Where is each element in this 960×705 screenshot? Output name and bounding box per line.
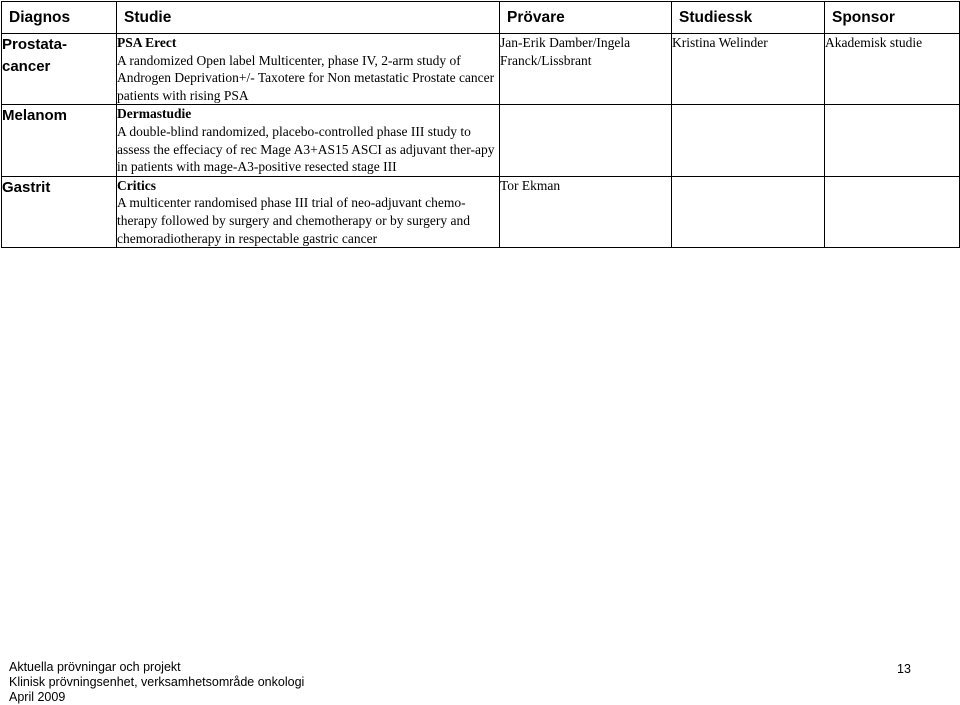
diagnos-label: Gastrit (2, 178, 51, 196)
diagnos-label: Prostata- cancer (2, 36, 68, 75)
table-row (2, 105, 960, 176)
footer-line-department: Klinisk prövningsenhet, verksamhetsområde onkologi (9, 675, 305, 689)
table-row (2, 34, 960, 105)
footer-line-date: April 2009 (9, 690, 66, 704)
study-title: Critics (117, 177, 156, 193)
study-title: Dermastudie (117, 106, 192, 122)
study-cell (117, 176, 500, 247)
page-footer (9, 660, 304, 705)
provare-cell (500, 105, 672, 176)
study-title: PSA Erect (117, 35, 177, 50)
table-header-row (2, 2, 960, 34)
sponsor-cell (825, 176, 960, 247)
header-studiessk: Studiessk (672, 2, 825, 34)
header-studie: Studie (117, 2, 500, 34)
sponsor-cell (825, 105, 960, 176)
provare-cell: Jan-Erik Damber/Ingela Franck/Lissbrant (500, 34, 672, 105)
study-cell (117, 34, 500, 105)
diagnos-cell (2, 34, 117, 105)
studiessk-cell: Kristina Welinder (672, 34, 825, 105)
study-description: A randomized Open label Multicenter, phase IV, 2-arm study of Androgen Deprivation+/- Taxotere for Non metastatic Prostate cancer patients with rising PSA (117, 52, 495, 103)
study-cell (117, 105, 500, 176)
diagnos-cell (2, 105, 117, 176)
study-description: A double-blind randomized, placebo-controlled phase III study to assess the effeciacy of rec Mage A3+AS15 ASCI as adjuvant ther-apy in patients with mage-A3-positive resected stage III (117, 123, 495, 175)
provare-cell: Tor Ekman (500, 176, 672, 247)
page-number: 13 (897, 662, 911, 676)
table-row (2, 176, 960, 247)
header-provare: Prövare (500, 2, 672, 34)
studiessk-cell (672, 105, 825, 176)
header-diagnos: Diagnos (2, 2, 117, 34)
diagnos-cell (2, 176, 117, 247)
footer-line-title: Aktuella prövningar och projekt (9, 660, 181, 674)
studies-table (1, 1, 960, 248)
studiessk-cell (672, 176, 825, 247)
diagnos-label: Melanom (2, 107, 68, 125)
header-sponsor: Sponsor (825, 2, 960, 34)
sponsor-cell: Akademisk studie (825, 34, 960, 105)
study-description: A multicenter randomised phase III trial of neo-adjuvant chemo-therapy followed by surgery and chemotherapy or by surgery and chemoradiotherapy in respectable gastric cancer (117, 195, 471, 246)
